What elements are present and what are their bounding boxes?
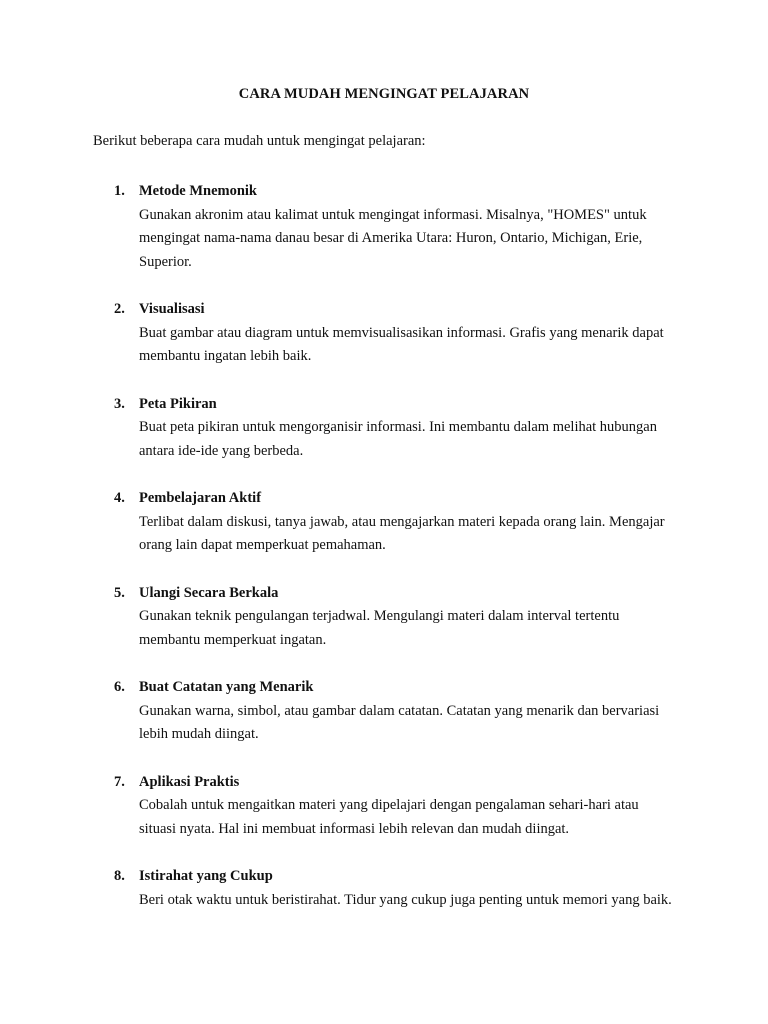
item-content <box>139 676 674 747</box>
item-description: Terlibat dalam diskusi, tanya jawab, atau mengajarkan materi kepada orang lain. Mengajar orang lain dapat memperkuat pemahaman. <box>139 513 665 553</box>
list-item <box>114 771 674 842</box>
item-description: Buat peta pikiran untuk mengorganisir informasi. Ini membantu dalam melihat hubungan antara ide-ide yang berbeda. <box>139 419 657 459</box>
item-number: 3. <box>114 395 125 412</box>
item-content <box>139 582 674 653</box>
item-number: 5. <box>114 584 125 601</box>
item-description: Buat gambar atau diagram untuk memvisualisasikan informasi. Grafis yang menarik dapat membantu ingatan lebih baik. <box>139 324 664 364</box>
list-item <box>114 393 674 464</box>
item-heading: Peta Pikiran <box>139 395 217 412</box>
item-heading: Pembelajaran Aktif <box>139 490 262 506</box>
item-heading: Aplikasi Praktis <box>139 773 240 790</box>
list-item <box>114 298 674 369</box>
item-description: Gunakan warna, simbol, atau gambar dalam catatan. Catatan yang menarik dan bervariasi lebih mudah diingat. <box>139 702 660 742</box>
list-item <box>114 582 674 653</box>
item-description: Gunakan teknik pengulangan terjadwal. Mengulangi materi dalam interval tertentu membantu memperkuat ingatan. <box>139 608 620 648</box>
item-heading: Ulangi Secara Berkala <box>139 584 279 601</box>
item-content <box>139 865 674 912</box>
item-number: 1. <box>114 183 125 199</box>
item-number: 8. <box>114 868 125 884</box>
item-number: 4. <box>114 490 125 506</box>
item-heading: Istirahat yang Cukup <box>139 868 273 884</box>
list-item <box>114 487 674 558</box>
item-content <box>139 487 674 558</box>
list-item <box>114 676 674 747</box>
tips-list <box>114 180 674 936</box>
item-content <box>139 393 674 464</box>
item-description: Gunakan akronim atau kalimat untuk mengingat informasi. Misalnya, "HOMES" untuk mengingat nama-nama danau besar di Amerika Utara: Huron, Ontario, Michigan, Erie, Superior. <box>139 206 647 270</box>
item-content <box>139 298 674 369</box>
list-item <box>114 180 674 274</box>
item-number: 6. <box>114 679 125 695</box>
item-description: Beri otak waktu untuk beristirahat. Tidur yang cukup juga penting untuk memori yang baik. <box>139 891 672 908</box>
item-heading: Metode Mnemonik <box>139 183 257 199</box>
item-description: Cobalah untuk mengaitkan materi yang dipelajari dengan pengalaman sehari-hari atau situasi nyata. Hal ini membuat informasi lebih relevan dan mudah diingat. <box>139 797 639 837</box>
item-content <box>139 771 674 842</box>
item-content <box>139 180 674 274</box>
intro-paragraph: Berikut beberapa cara mudah untuk mengingat pelajaran: <box>93 133 426 149</box>
item-heading: Buat Catatan yang Menarik <box>139 679 314 695</box>
item-number: 7. <box>114 773 125 790</box>
item-number: 2. <box>114 301 125 317</box>
item-heading: Visualisasi <box>139 301 205 317</box>
list-item <box>114 865 674 912</box>
document-title: CARA MUDAH MENGINGAT PELAJARAN <box>238 86 530 102</box>
